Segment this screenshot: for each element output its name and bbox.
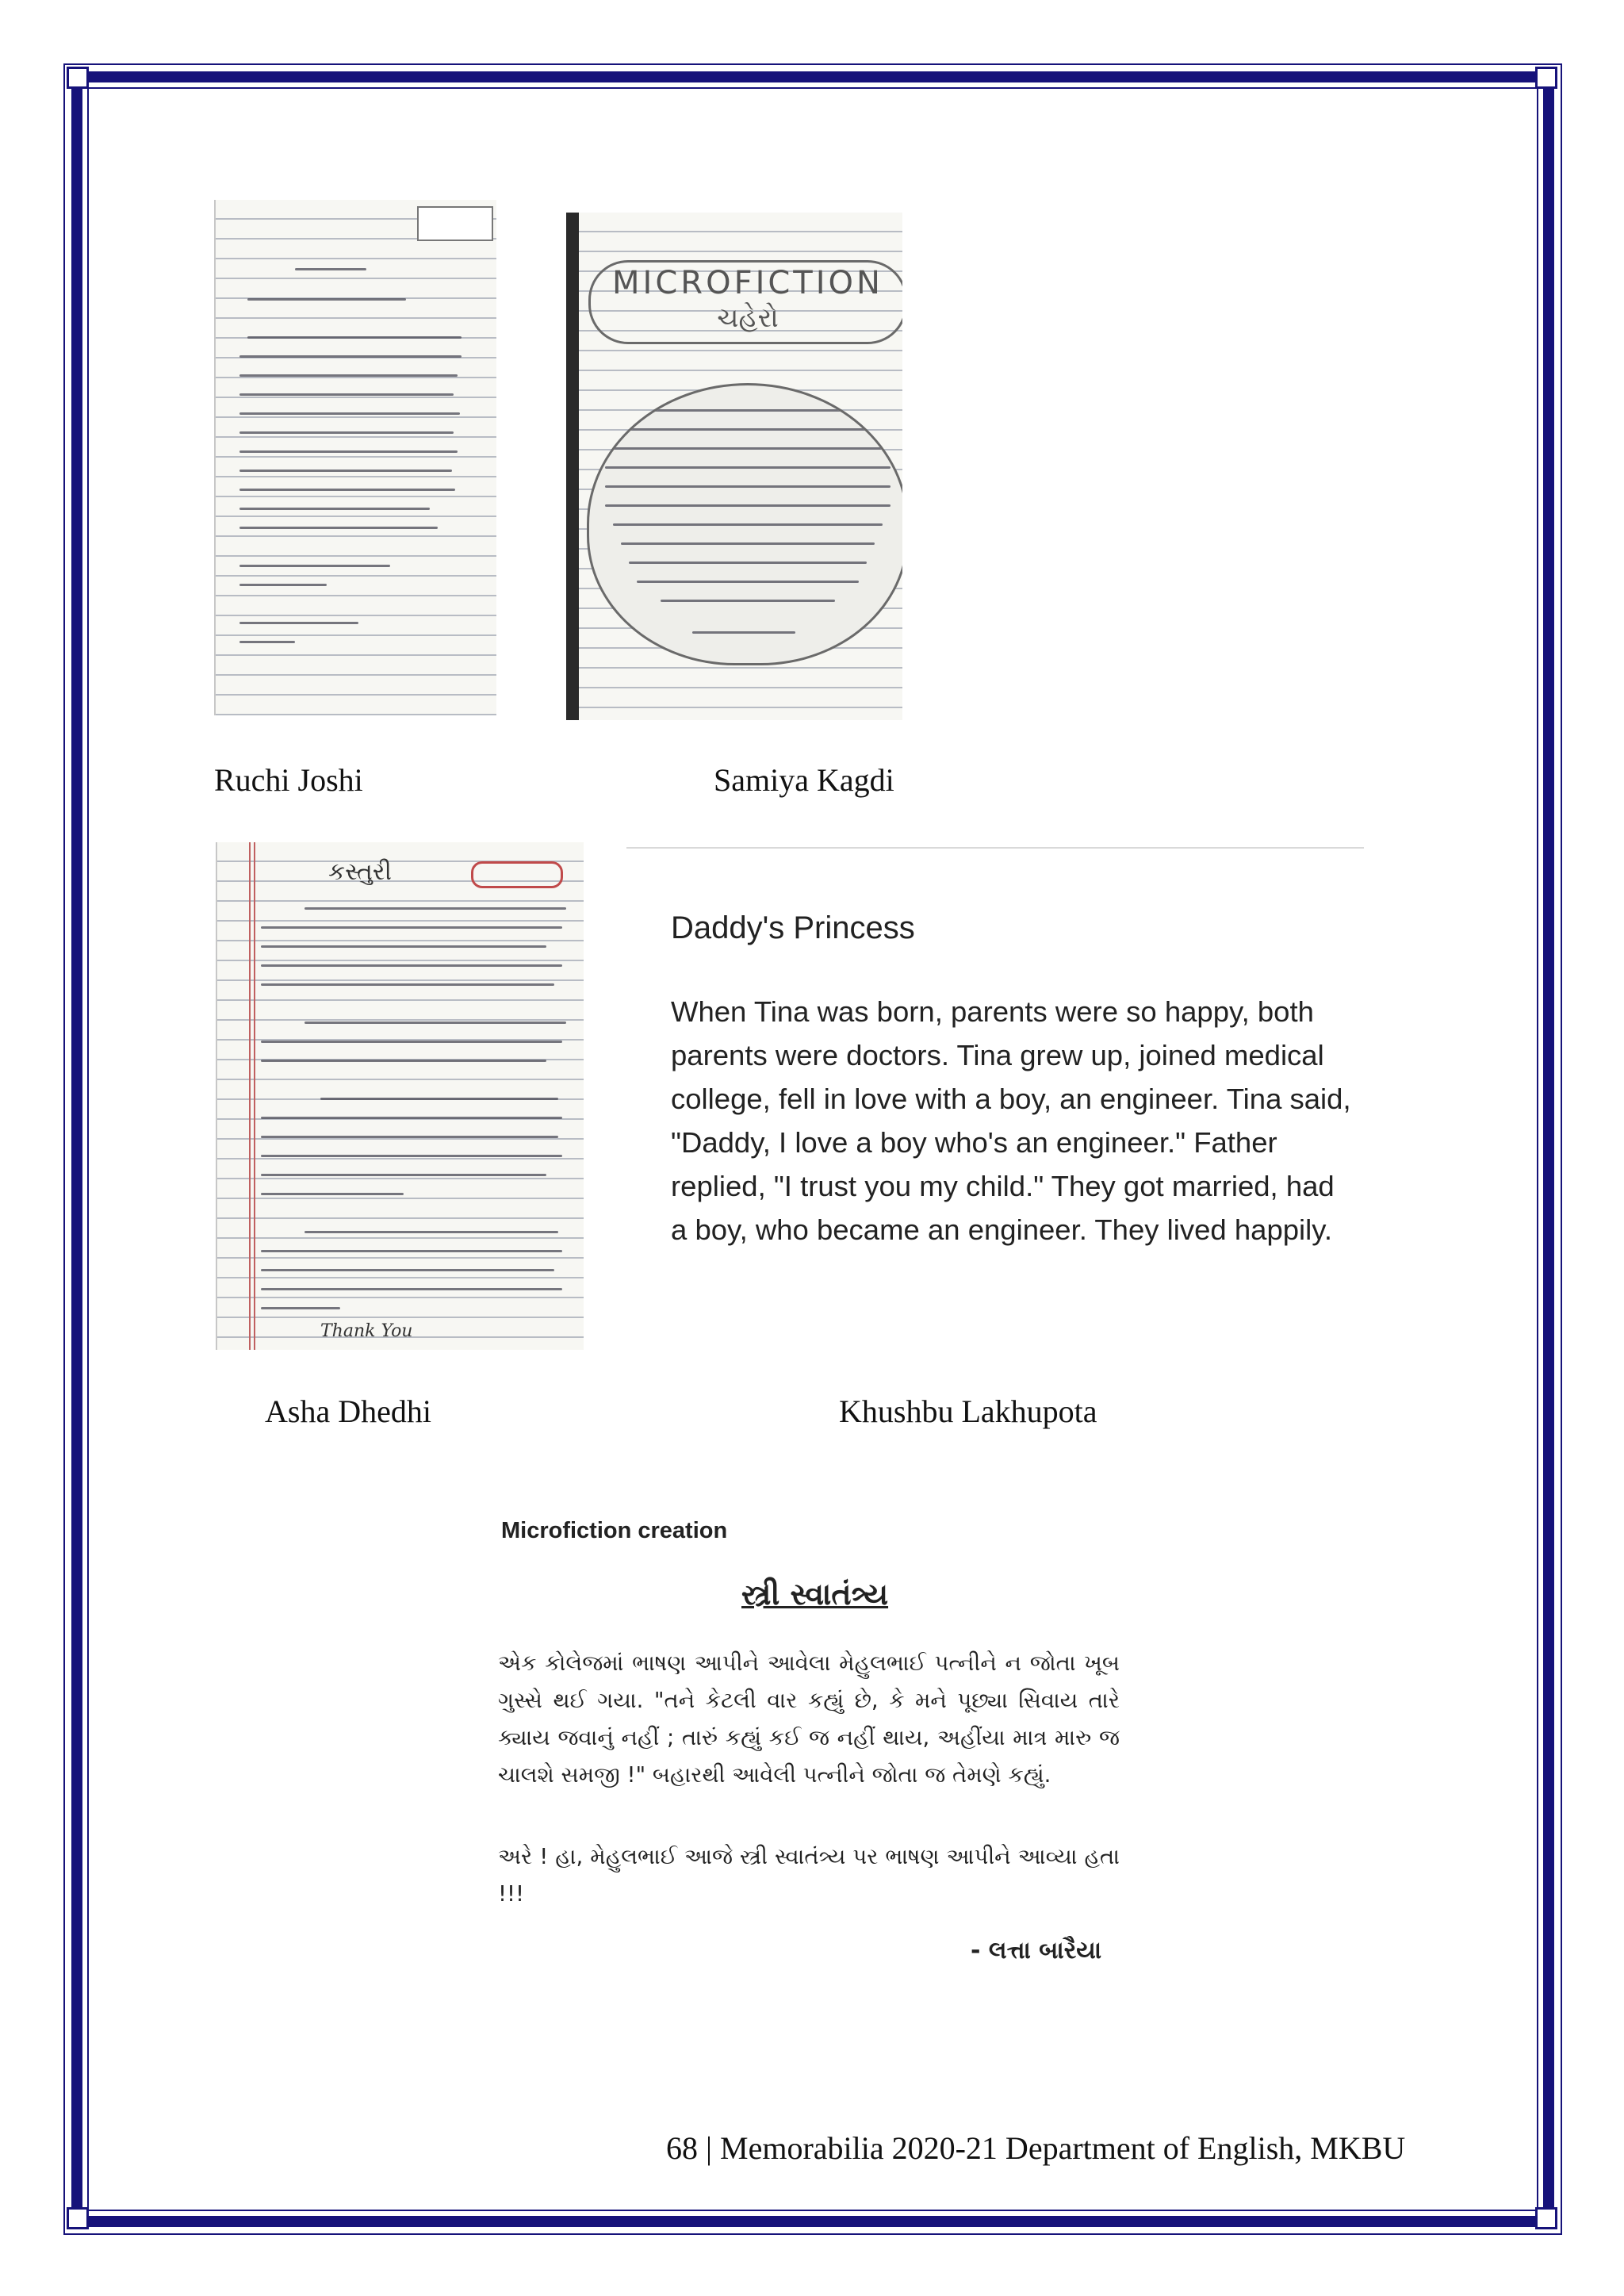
decorative-doodle: [471, 861, 563, 888]
handwriting-stroke: [261, 1060, 546, 1062]
samiya-scan-heading: MICROFICTION: [612, 265, 883, 301]
handwriting-stroke: [304, 907, 566, 910]
handwriting-stroke: [239, 565, 390, 567]
microfiction-paragraph-2: અરે ! હા, મેહુલભાઈ આજે સ્ત્રી સ્વાતંત્ર્ય પર ભાષણ આપીને આવ્યા હતા !!!: [498, 1844, 1120, 1907]
handwriting-stroke: [295, 268, 366, 270]
handwriting-stroke: [239, 374, 458, 377]
handwriting-stroke: [239, 489, 455, 491]
handwriting-stroke: [239, 584, 327, 586]
samiya-kagdi-handwritten-scan: [566, 213, 902, 720]
handwriting-stroke: [261, 926, 562, 929]
caption-asha-dhedhi: Asha Dhedhi: [265, 1393, 431, 1429]
handwriting-stroke: [239, 431, 454, 434]
handwriting-stroke: [613, 523, 883, 526]
handwriting-stroke: [239, 412, 460, 415]
handwriting-stroke: [261, 1307, 340, 1309]
handwriting-stroke: [239, 622, 358, 624]
margin-line: [254, 842, 255, 1350]
handwriting-stroke: [304, 1231, 558, 1233]
handwriting-stroke: [637, 581, 859, 583]
daddys-princess-card: [626, 847, 1364, 1307]
handwriting-stroke: [261, 1174, 546, 1176]
border-corner-ornament: [67, 67, 89, 89]
handwriting-stroke: [239, 641, 295, 643]
handwriting-stroke: [261, 945, 546, 948]
microfiction-creation-heading: Microfiction creation: [501, 1518, 728, 1543]
handwriting-stroke: [261, 1250, 562, 1252]
microfiction-story-title: સ્ત્રી સ્વાતંત્ર્ય: [741, 1577, 889, 1612]
handwriting-stroke: [239, 508, 430, 510]
margin-line: [249, 842, 251, 1350]
handwriting-stroke: [304, 1022, 566, 1024]
handwriting-stroke: [261, 1288, 562, 1290]
card-top-rule: [626, 847, 1364, 849]
heart-shape-text-frame: [587, 383, 902, 665]
handwriting-stroke: [261, 1193, 404, 1195]
caption-ruchi-joshi: Ruchi Joshi: [214, 762, 363, 798]
microfiction-paragraph-1: એક કોલેજમાં ભાષણ આપીને આવેલા મેહુલભાઈ પત્નીને ન જોતા ખૂબ ગુસ્સે થઈ ગયા. "તને કેટલી વાર કહ્યું છે, કે મને પૂછ્યા સિવાય તારે ક્યાય જવાનું નહીં ; તારું કહ્યું કઈ જ નહીં થાય, અહીંયા માત્ર મારુ જ ચાલશે સમજી !" બહારથી આવેલી પત્નીને જોતા જ તેમણે કહ્યું.: [498, 1650, 1120, 1788]
samiya-scan-subheading: ચહેરો: [717, 302, 779, 334]
handwriting-stroke: [261, 1136, 558, 1138]
handwriting-stroke: [320, 1098, 558, 1100]
handwriting-stroke: [239, 355, 462, 358]
handwriting-stroke: [239, 393, 454, 396]
handwriting-stroke: [629, 562, 867, 564]
handwriting-stroke: [261, 1269, 554, 1271]
daddys-princess-title: Daddy's Princess: [671, 910, 915, 945]
border-corner-ornament: [1535, 2207, 1557, 2229]
handwriting-stroke: [645, 409, 851, 412]
handwriting-stroke: [247, 336, 462, 339]
daddys-princess-body: When Tina was born, parents were so happy, both parents were doctors. Tina grew up, joined medical college, fell in love with a boy, an engineer. Tina said, "Daddy, I love a boy who's an engineer." Father replied, "I trust you my child." They got married, had a boy, who became an engineer. They lived happily.: [671, 995, 1351, 1246]
handwriting-stroke: [621, 542, 875, 545]
ruchi-joshi-handwritten-scan: [214, 200, 496, 715]
handwriting-stroke: [692, 631, 795, 634]
asha-scan-heading: કસ્તુરી: [328, 858, 393, 886]
handwriting-stroke: [605, 485, 891, 488]
handwriting-stroke: [239, 470, 452, 472]
handwriting-stroke: [261, 1117, 562, 1119]
handwriting-stroke: [605, 504, 891, 507]
handwriting-stroke: [261, 983, 554, 986]
handwriting-stroke: [613, 428, 883, 431]
handwriting-stroke: [239, 527, 438, 529]
page-footer: 68 | Memorabilia 2020-21 Department of English, MKBU: [666, 2130, 1406, 2166]
handwriting-stroke: [261, 964, 562, 967]
handwriting-stroke: [605, 466, 891, 469]
asha-dhedhi-handwritten-scan: [216, 842, 584, 1350]
asha-scan-signoff: Thank You: [320, 1321, 413, 1341]
microfiction-author: - લત્તા બારૈયા: [971, 1937, 1102, 1964]
handwriting-stroke: [661, 600, 835, 602]
page-number-box: [417, 206, 493, 241]
handwriting-stroke: [261, 1041, 562, 1043]
border-corner-ornament: [1535, 67, 1557, 89]
caption-khushbu-lakhupota: Khushbu Lakhupota: [839, 1393, 1097, 1429]
microfiction-banner: [588, 260, 902, 344]
border-corner-ornament: [67, 2207, 89, 2229]
handwriting-stroke: [261, 1155, 562, 1157]
handwriting-stroke: [247, 298, 406, 301]
caption-samiya-kagdi: Samiya Kagdi: [714, 762, 894, 798]
handwriting-stroke: [239, 450, 458, 453]
handwriting-stroke: [605, 447, 891, 450]
